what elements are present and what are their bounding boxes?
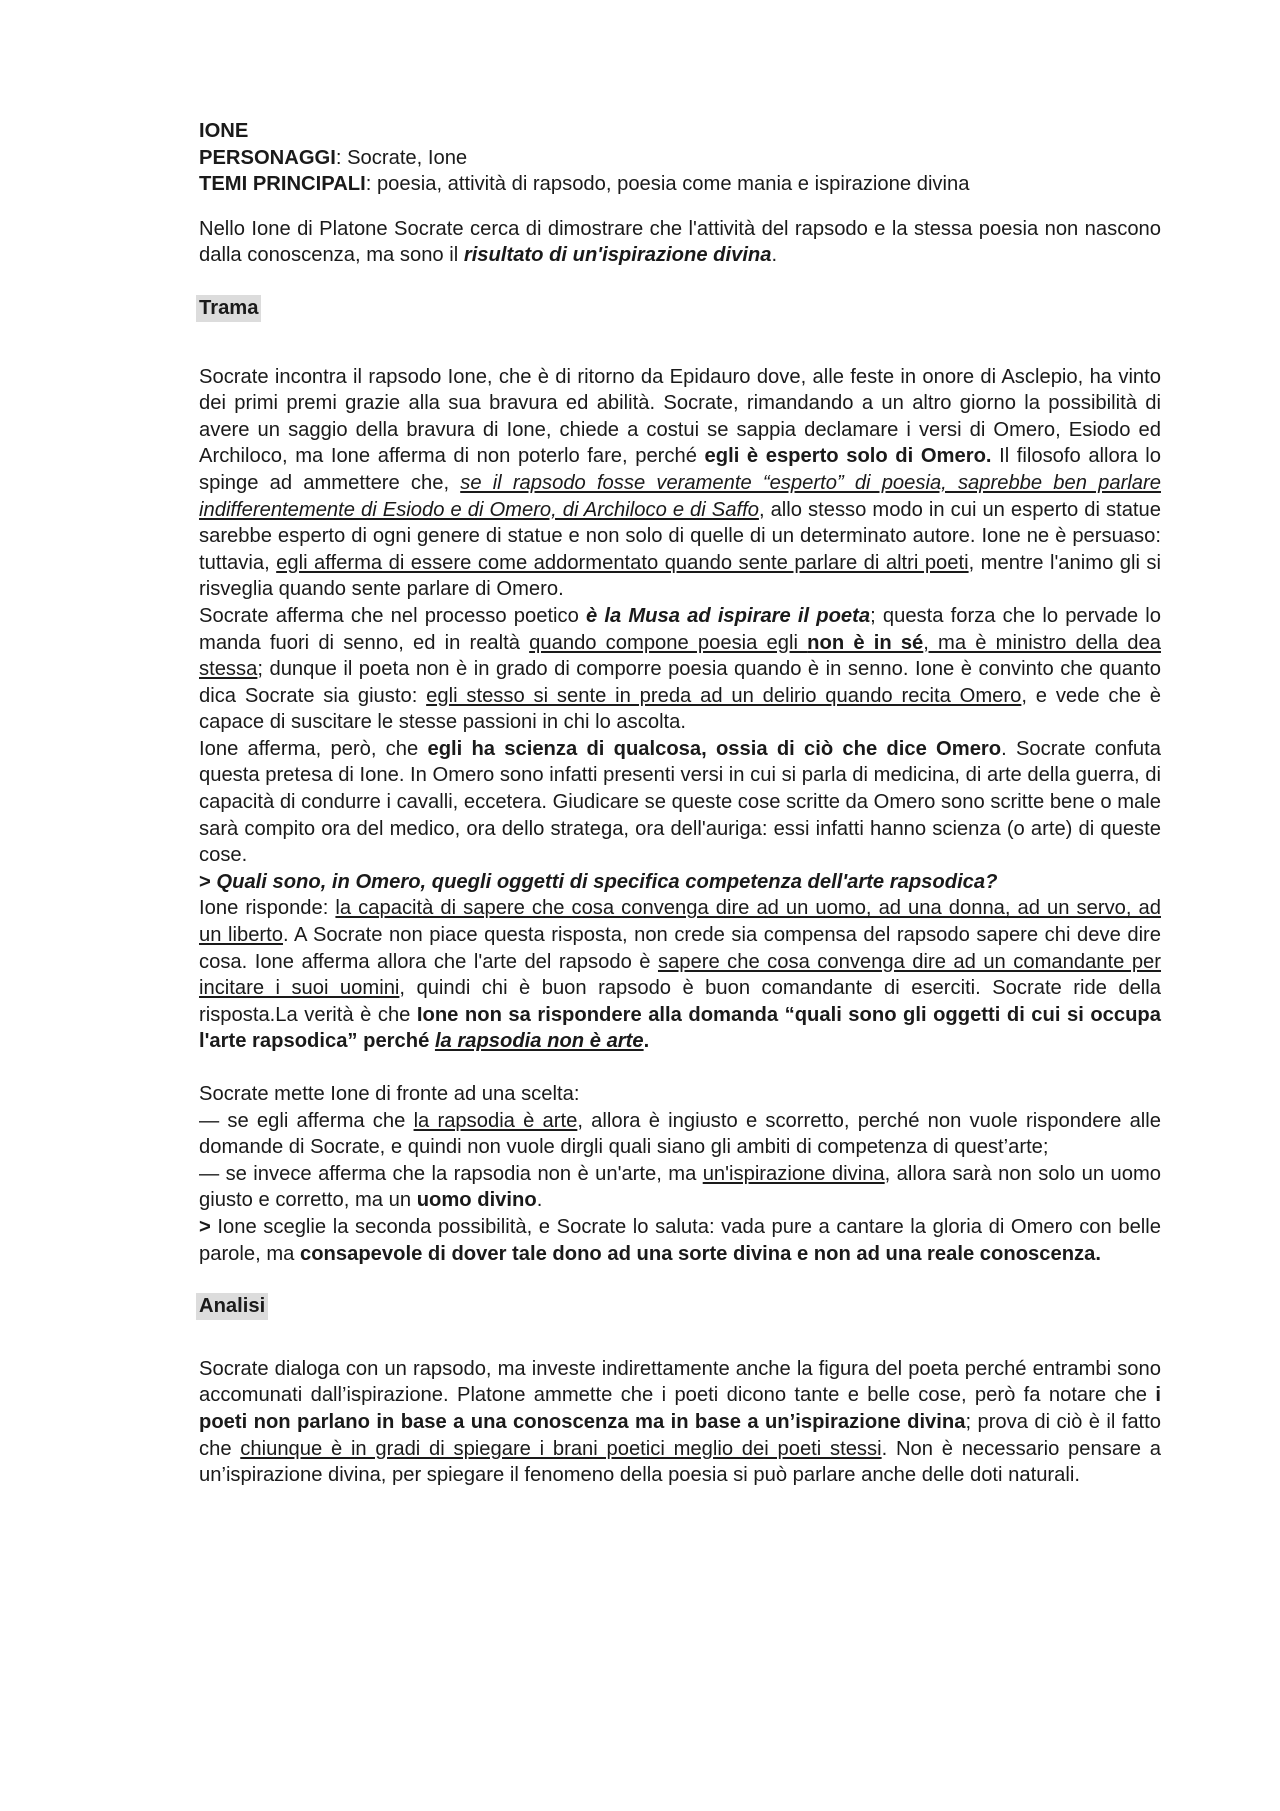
document-title: IONE bbox=[199, 120, 249, 142]
underlined-text: egli stesso si sente in preda ad un delirio quando recita Omero bbox=[426, 684, 1022, 707]
question-text: Quali sono, in Omero, quegli oggetti di specifica competenza dell'arte rapsodica? bbox=[216, 870, 998, 893]
characters-label: PERSONAGGI bbox=[199, 146, 336, 169]
text: , allo stesso modo in cui un esperto di statue sarebbe esperto di ogni genere di statue e non solo di quelle di un determinato autore. Ione ne è persuaso: tuttavia, bbox=[199, 498, 1161, 574]
trama-paragraph-2 bbox=[199, 603, 1161, 736]
characters-text: : Socrate, Ione bbox=[335, 146, 468, 169]
bold-text: uomo divino bbox=[416, 1189, 537, 1212]
characters-line bbox=[199, 145, 1161, 172]
trama-paragraph-3 bbox=[199, 736, 1161, 869]
document-page bbox=[199, 118, 1161, 1489]
text: ; dunque il poeta non è in grado di comporre poesia quando è in senno. Ione è convinto che quanto dica Socrate sia giusto: bbox=[199, 658, 1161, 707]
underlined-text: quando compone poesia egli bbox=[529, 631, 808, 654]
text: ; prova di ciò è il fatto che bbox=[199, 1410, 1161, 1460]
text: Socrate afferma che nel processo poetico bbox=[199, 604, 587, 627]
text: Ione risponde: bbox=[199, 897, 336, 920]
text: Ione sceglie la seconda possibilità, e Socrate lo saluta: vada pure a cantare la gloria di Omero con belle parole, ma bbox=[199, 1215, 1161, 1265]
underlined-italic-text: se il rapsodo fosse veramente “esperto” di poesia, saprebbe ben parlare indifferentemente di Esiodo e di Omero, di Archiloco e di Saffo bbox=[199, 471, 1161, 521]
text: . bbox=[536, 1189, 543, 1212]
choice-intro: Socrate mette Ione di fronte ad una scelta: bbox=[199, 1083, 580, 1105]
analisi-paragraph-1 bbox=[199, 1356, 1161, 1489]
text: , e vede che è capace di suscitare le stesse passioni in chi lo ascolta. bbox=[199, 684, 1161, 734]
text: . Socrate confuta questa pretesa di Ione. In Omero sono infatti presenti versi in cui si parla di medicina, di arte della guerra, di capacità di condurre i cavalli, eccetera. Giudicare se queste cose scritte da Omero sono scritte bene o male sarà compito ora del medico, ora dello stratega, ora dell'auriga: essi infatti hanno scienza (o arte) di queste cose. bbox=[199, 737, 1161, 867]
trama-paragraph-4 bbox=[199, 869, 1161, 1055]
text: . A Socrate non piace questa risposta, non crede sia compensa del rapsodo sapere chi deve dire cosa. Ione afferma allora che l'arte del rapsodo è bbox=[199, 924, 1162, 973]
bold-text: . bbox=[1095, 1242, 1101, 1265]
bold-text: egli è esperto solo di Omero. bbox=[704, 445, 992, 468]
text: . Non è necessario pensare a un’ispirazione divina, per spiegare il fenomeno della poesia si può parlare anche delle doti naturali. bbox=[199, 1437, 1161, 1487]
arrow-marker: > bbox=[199, 1215, 218, 1238]
text: ; questa forza che lo pervade lo manda fuori di senno, ed in realtà bbox=[199, 604, 1161, 654]
choice-option-2 bbox=[199, 1161, 1161, 1214]
underlined-text: chiunque è in gradi di spiegare i brani poetici meglio dei poeti stessi bbox=[240, 1437, 882, 1460]
intro-text: Nello Ione di Platone Socrate cerca di dimostrare che l'attività del rapsodo e la stessa poesia non nascono dalla conoscenza, ma sono il bbox=[199, 217, 1161, 267]
text: , allora sarà non solo un uomo giusto e corretto, ma un bbox=[199, 1162, 1161, 1212]
choice-option-1 bbox=[199, 1108, 1161, 1161]
text: Ione afferma, però, che bbox=[199, 737, 428, 760]
text: Il filosofo allora lo spinge ad ammettere che, bbox=[199, 445, 1161, 494]
themes-label: TEMI PRINCIPALI bbox=[199, 173, 366, 196]
bold-text: consapevole di dover tale dono ad una sorte divina e non ad una reale conoscenza bbox=[300, 1242, 1096, 1265]
trama-paragraph-1 bbox=[199, 364, 1161, 603]
underlined-bold-text: non è in sé bbox=[807, 631, 924, 654]
intro-end: . bbox=[771, 244, 778, 267]
bold-text: Ione non sa rispondere alla domanda “quali sono gli oggetti di cui si occupa l'arte rapsodica” perché bbox=[199, 1003, 1161, 1053]
text: Socrate dialoga con un rapsodo, ma investe indirettamente anche la figura del poeta perché entrambi sono accomunati dall’ispirazione. Platone ammette che i poeti dicono tante e belle cose, però fa notare che bbox=[199, 1357, 1161, 1407]
section-heading-analisi: Analisi bbox=[196, 1293, 268, 1320]
themes-text: : poesia, attività di rapsodo, poesia come mania e ispirazione divina bbox=[365, 173, 970, 196]
intro-paragraph bbox=[199, 216, 1161, 269]
bold-text: egli ha scienza di qualcosa, ossia di ciò che dice Omero bbox=[427, 737, 1002, 760]
text: , quindi chi è buon rapsodo è buon comandante di eserciti. Socrate ride della risposta.La verità è che bbox=[199, 977, 1161, 1026]
choice-outcome bbox=[199, 1214, 1161, 1267]
underlined-text: un'ispirazione divina bbox=[702, 1162, 885, 1185]
trama-heading-wrap bbox=[199, 295, 1161, 322]
underlined-text: la rapsodia è arte bbox=[413, 1109, 578, 1132]
underlined-text: egli afferma di essere come addormentato quando sente parlare di altri poeti bbox=[276, 551, 969, 574]
analisi-heading-wrap bbox=[199, 1293, 1161, 1320]
bold-underlined-italic-text: la rapsodia non è arte bbox=[434, 1030, 644, 1053]
themes-line bbox=[199, 171, 1161, 198]
section-heading-trama: Trama bbox=[196, 295, 261, 322]
underlined-text: la capacità di sapere che cosa convenga dire ad un uomo, ad una donna, ad un servo, ad un liberto bbox=[199, 897, 1161, 947]
text: — se invece afferma che la rapsodia non è un'arte, ma bbox=[199, 1162, 703, 1185]
intro-emphasis: risultato di un'ispirazione divina bbox=[463, 244, 772, 267]
underlined-text: sapere che cosa convenga dire ad un comandante per incitare i suoi uomini bbox=[199, 950, 1162, 1000]
text: — se egli afferma che bbox=[199, 1109, 414, 1132]
text: Socrate incontra il rapsodo Ione, che è di ritorno da Epidauro dove, alle feste in onore di Asclepio, ha vinto dei primi premi grazie alla sua bravura ed abilità. Socrate, rimandando a un altro giorno la possibilità di avere un saggio della bravura di Ione, chiede a costui se sappia declamare i versi di Omero, Esiodo ed Archiloco, ma Ione afferma di non poterlo fare, perché bbox=[199, 365, 1161, 468]
text: , allora è ingiusto e scorretto, perché non vuole rispondere alle domande di Socrate, e quindi non vuole dirgli quali siano gli ambiti di competenza di quest’arte; bbox=[199, 1109, 1161, 1159]
text: , mentre l'animo gli si risveglia quando sente parlare di Omero. bbox=[199, 551, 1161, 601]
bold-italic-text: è la Musa ad ispirare il poeta bbox=[586, 604, 871, 627]
underlined-text: , ma è ministro della dea stessa bbox=[199, 631, 1161, 681]
arrow-marker: > bbox=[199, 870, 217, 893]
bold-text: . bbox=[643, 1030, 650, 1053]
bold-text: i poeti non parlano in base a una conoscenza ma in base a un’ispirazione divina bbox=[199, 1384, 1161, 1433]
